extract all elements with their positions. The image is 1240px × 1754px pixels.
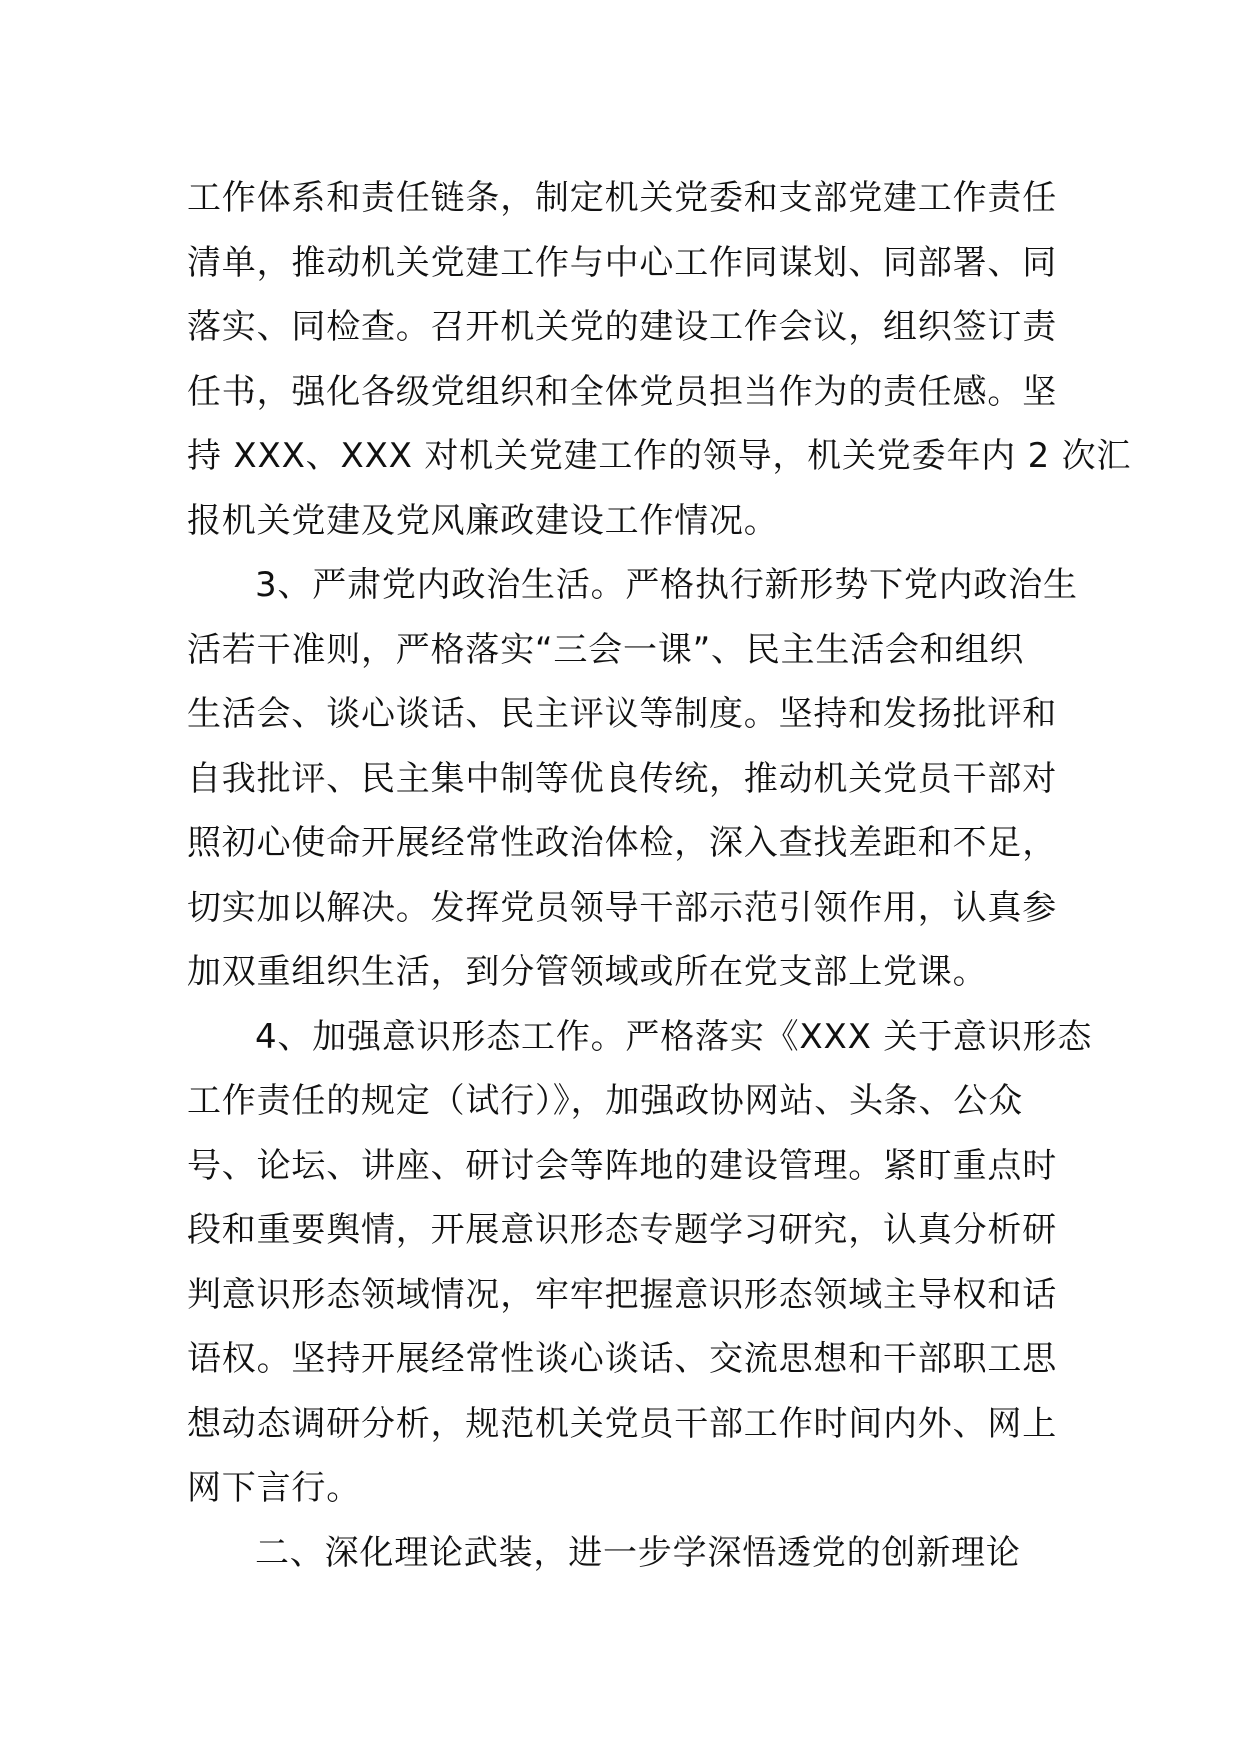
text-line: 3、严肃党内政治生活。严格执行新形势下党内政治生 <box>255 565 1078 605</box>
section-heading <box>187 1521 1057 1586</box>
text-line: 号、论坛、讲座、研讨会等阵地的建设管理。紧盯重点时 <box>187 1145 1057 1186</box>
text-line: 判意识形态领域情况，牢牢把握意识形态领域主导权和话 <box>187 1274 1057 1315</box>
text-line: 生活会、谈心谈话、民主评议等制度。坚持和发扬批评和 <box>187 694 1057 734</box>
text-line: 工作体系和责任链条，制定机关党委和支部党建工作责任 <box>187 178 1057 218</box>
text-line: 段和重要舆情，开展意识形态专题学习研究，认真分析研 <box>187 1210 1057 1250</box>
text-line: 清单，推动机关党建工作与中心工作同谋划、同部署、同 <box>187 242 1057 283</box>
text-line: 加双重组织生活，到分管领域或所在党支部上党课。 <box>187 952 988 992</box>
text-line: 持 XXX、XXX 对机关党建工作的领导，机关党委年内 2 次汇 <box>187 436 1132 476</box>
paragraph-continuation <box>187 166 1132 553</box>
text-line: 切实加以解决。发挥党员领导干部示范引领作用，认真参 <box>187 887 1057 928</box>
text-line: 落实、同检查。召开机关党的建设工作会议，组织签订责 <box>187 307 1057 347</box>
paragraph-item-3 <box>187 553 1078 1005</box>
text-line: 想动态调研分析，规范机关党员干部工作时间内外、网上 <box>187 1403 1057 1444</box>
text-line: 4、加强意识形态工作。严格落实《XXX 关于意识形态 <box>255 1016 1093 1057</box>
text-line: 任书，强化各级党组织和全体党员担当作为的责任感。坚 <box>187 371 1057 412</box>
text-line: 活若干准则，严格落实“三会一课”、民主生活会和组织 <box>187 629 1025 670</box>
text-line: 照初心使命开展经常性政治体检，深入查找差距和不足， <box>187 823 1057 863</box>
document-body <box>187 166 1132 1585</box>
text-line: 网下言行。 <box>187 1468 361 1508</box>
text-line: 语权。坚持开展经常性谈心谈话、交流思想和干部职工思 <box>187 1339 1057 1379</box>
paragraph-item-4 <box>187 1005 1093 1521</box>
text-line: 自我批评、民主集中制等优良传统，推动机关党员干部对 <box>187 758 1057 799</box>
text-line: 工作责任的规定（试行）》，加强政协网站、头条、公众 <box>187 1081 1023 1121</box>
text-line: 报机关党建及党风廉政建设工作情况。 <box>187 500 779 541</box>
heading-line: 二、深化理论武装，进一步学深悟透党的创新理论 <box>255 1532 1021 1573</box>
